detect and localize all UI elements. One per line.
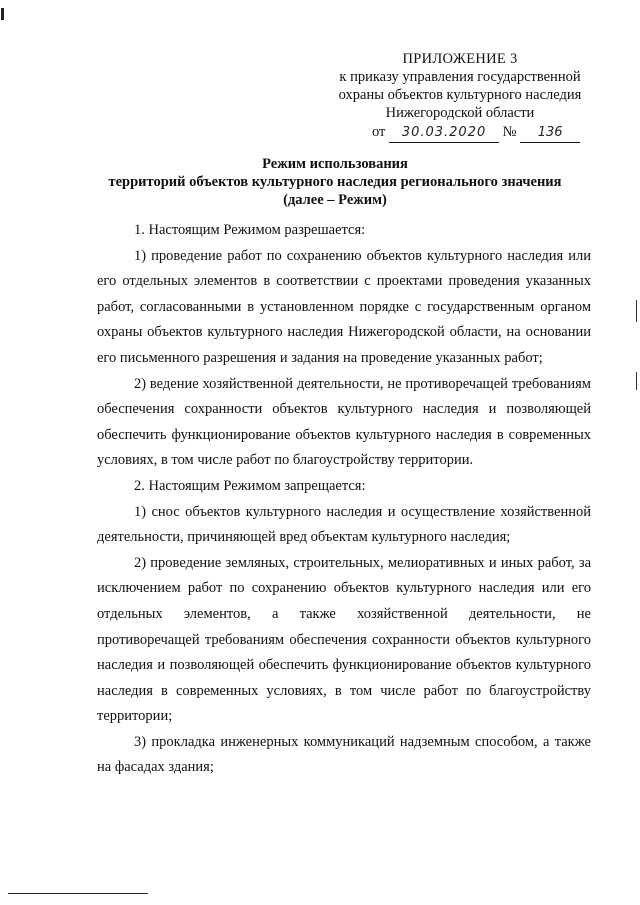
scan-artifact-mark <box>636 372 637 390</box>
paragraph: 1) проведение работ по сохранению объектов культурного наследия или его отдельных элементов в соответствии с проектами проведения указанных работ, согласованными в установленном порядке с государственным органом охраны объектов культурного наследия Нижегородской области, на основании его письменного разрешения и задания на проведение указанных работ; <box>97 247 591 366</box>
appendix-order-line: к приказу управления государственной <box>339 69 581 85</box>
document-title <box>80 155 590 209</box>
number-prefix: № <box>502 124 517 140</box>
appendix-authority-line: охраны объектов культурного наследия <box>338 87 582 103</box>
title-line-3: (далее – Режим) <box>283 192 387 208</box>
title-line-1: Режим использования <box>262 156 408 172</box>
document-body <box>97 218 591 781</box>
handwritten-number: 136 <box>520 124 580 143</box>
scan-artifact-mark <box>1 8 4 20</box>
handwritten-date: 30.03.2020 <box>389 124 499 143</box>
appendix-title: ПРИЛОЖЕНИЕ 3 <box>402 51 518 67</box>
date-prefix: от <box>372 124 386 140</box>
title-line-2: территорий объектов культурного наследия регионального значения <box>108 174 562 190</box>
scan-artifact-mark <box>636 300 637 322</box>
paragraph: 2. Настоящим Режимом запрещается: <box>134 477 366 494</box>
appendix-region-line: Нижегородской области <box>385 105 535 121</box>
paragraph: 2) проведение земляных, строительных, мелиоративных и иных работ, за исключением работ по сохранению объектов культурного наследия или его отдельных элементов, а также хозяйственной деятельности, не противоречащей требованиям обеспечения сохранности объектов культурного наследия и позволяющей обеспечить функционирование объектов культурного наследия в современных условиях, в том числе работ по благоустройству территории; <box>97 554 591 725</box>
order-date-number-line <box>320 123 600 143</box>
footnote-divider <box>8 893 148 894</box>
paragraph: 3) прокладка инженерных коммуникаций надземным способом, а также на фасадах здания; <box>97 733 591 776</box>
paragraph: 1) снос объектов культурного наследия и осуществление хозяйственной деятельности, причиняющей вред объектам культурного наследия; <box>97 503 591 546</box>
paragraph: 2) ведение хозяйственной деятельности, не противоречащей требованиям обеспечения сохранности объектов культурного наследия и позволяющей обеспечить функционирование объектов культурного наследия в современных условиях, в том числе работ по благоустройству территории. <box>97 375 591 469</box>
paragraph: 1. Настоящим Режимом разрешается: <box>134 222 366 238</box>
appendix-header <box>320 50 600 143</box>
